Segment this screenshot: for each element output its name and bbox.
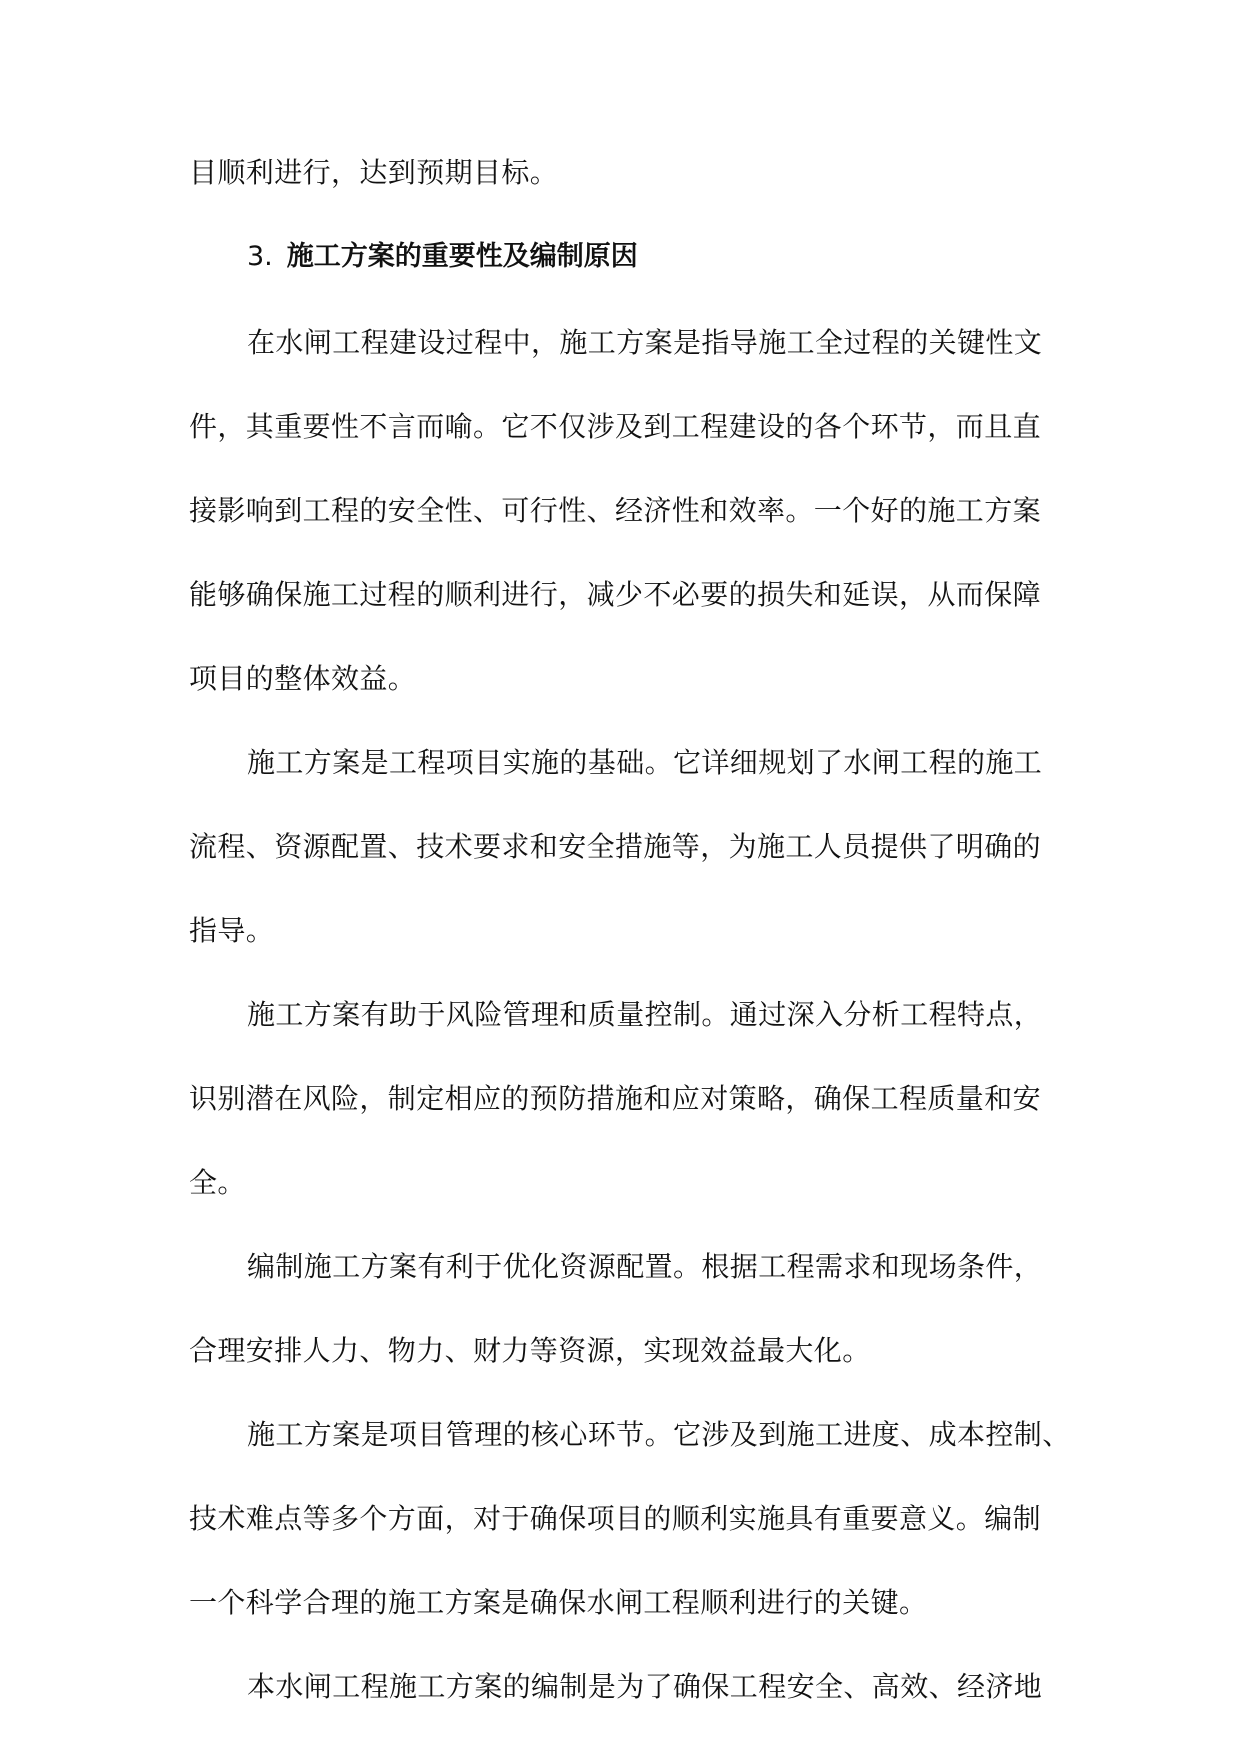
paragraph [189,301,1059,721]
paragraph-line: 流程、资源配置、技术要求和安全措施等，为施工人员提供了明确的 [189,830,1042,863]
paragraph-line: 一个科学合理的施工方案是确保水闸工程顺利进行的关键。 [189,1586,928,1619]
paragraph-line: 施工方案是项目管理的核心环节。它涉及到施工进度、成本控制、 [247,1418,1071,1451]
paragraph-line: 施工方案是工程项目实施的基础。它详细规划了水闸工程的施工 [247,746,1043,779]
paragraph-line: 项目的整体效益。 [189,662,417,695]
paragraph-line: 本水闸工程施工方案的编制是为了确保工程安全、高效、经济地 [247,1670,1043,1703]
paragraph-line: 施工方案有助于风险管理和质量控制。通过深入分析工程特点， [247,998,1043,1031]
section-title: 施工方案的重要性及编制原因 [286,241,638,272]
paragraph-line: 识别潜在风险，制定相应的预防措施和应对策略，确保工程质量和安 [189,1082,1042,1115]
paragraph [189,721,1059,973]
paragraph-line: 编制施工方案有利于优化资源配置。根据工程需求和现场条件， [247,1250,1043,1283]
paragraph [189,1645,1059,1729]
paragraph-line: 合理安排人力、物力、财力等资源，实现效益最大化。 [189,1334,871,1367]
paragraph-line: 在水闸工程建设过程中，施工方案是指导施工全过程的关键性文 [247,326,1043,359]
paragraph-line: 接影响到工程的安全性、可行性、经济性和效率。一个好的施工方案 [189,494,1042,527]
paragraph-line: 技术难点等多个方面，对于确保项目的顺利实施具有重要意义。编制 [189,1502,1042,1535]
continuation-line: 目顺利进行，达到预期目标。 [189,156,559,189]
document-body [189,143,1071,1729]
paragraph-line: 全。 [189,1166,246,1199]
paragraph-line: 能够确保施工过程的顺利进行，减少不必要的损失和延误，从而保障 [189,578,1042,611]
paragraph-line: 指导。 [189,914,275,947]
paragraph-line: 件，其重要性不言而喻。它不仅涉及到工程建设的各个环节，而且直 [189,410,1042,443]
section-heading [189,227,1059,287]
paragraph [189,973,1059,1225]
paragraph [189,1393,1071,1645]
paragraph [189,1225,1059,1393]
section-number: 3. [247,241,273,272]
